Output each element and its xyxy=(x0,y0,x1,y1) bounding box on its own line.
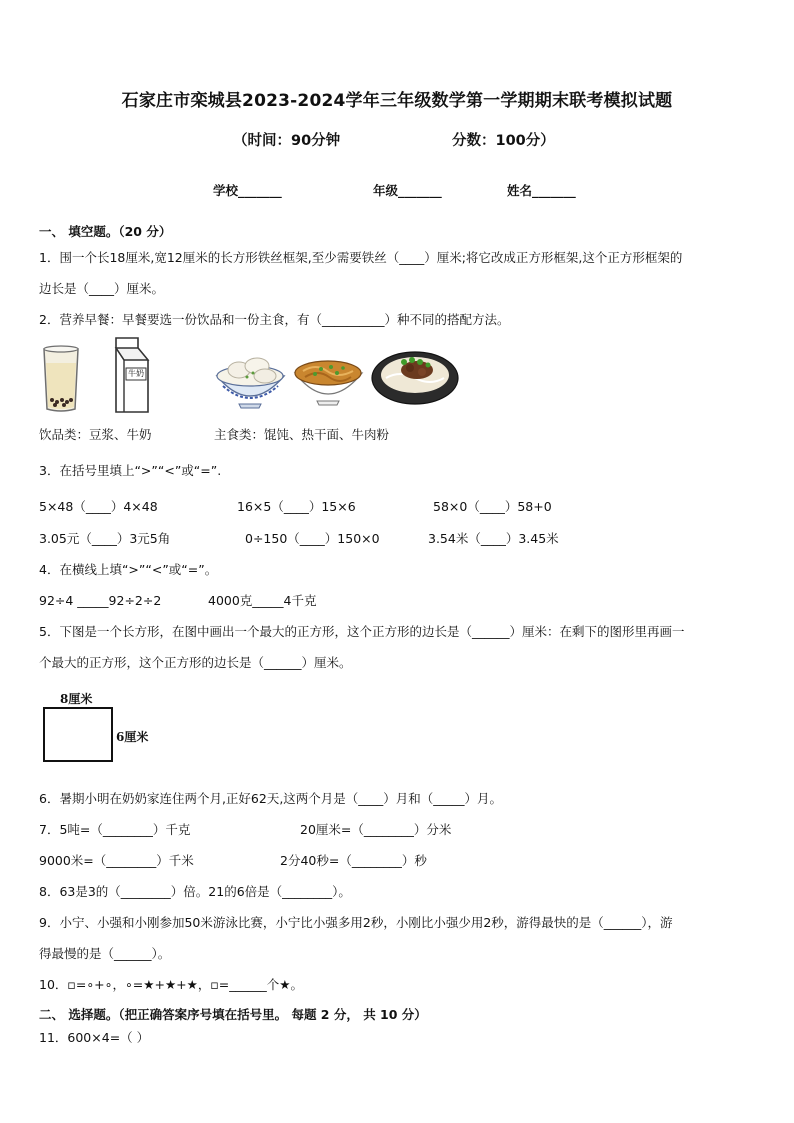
milk-carton-label: 牛奶 xyxy=(128,369,144,378)
exam-score: 分数：100分） xyxy=(452,133,555,149)
question-3-item-b: 16×5（____）15×6 xyxy=(237,499,356,514)
question-7-item-a: 7．5吨=（________）千克 xyxy=(39,822,191,837)
question-4-item-b: 4000克_____4千克 xyxy=(208,593,317,608)
page-title: 石家庄市栾城县2023-2024学年三年级数学第一学期期末联考模拟试题 xyxy=(121,91,673,111)
question-3-item-e: 0÷150（____）150×0 xyxy=(245,531,380,546)
milk-carton-image xyxy=(106,334,154,416)
school-field: 学校_______ xyxy=(213,183,282,198)
question-3-item-f: 3.54米（____）3.45米 xyxy=(428,531,559,546)
question-5-line1: 5．下图是一个长方形，在图中画出一个最大的正方形，这个正方形的边长是（______）厘米：在剩下的图形里再画一 xyxy=(39,624,685,639)
question-7-item-c: 9000米=（________）千米 xyxy=(39,853,194,868)
rectangle-width-label: 8厘米 xyxy=(60,692,93,706)
beef-noodle-bowl-image xyxy=(370,348,460,410)
question-7-item-d: 2分40秒=（________）秒 xyxy=(280,853,427,868)
question-3: 3．在括号里填上“>”“<”或“=”. xyxy=(39,463,222,478)
exam-time: （时间：90分钟 xyxy=(233,133,341,149)
section-1-heading: 一、 填空题。（20 分） xyxy=(39,224,172,239)
grade-field: 年级_______ xyxy=(373,183,442,198)
question-7-item-b: 20厘米=（________）分米 xyxy=(300,822,452,837)
drinks-list: 饮品类：豆浆、牛奶 xyxy=(39,427,152,442)
question-1-line2: 边长是（____）厘米。 xyxy=(39,281,165,296)
question-9-line2: 得最慢的是（______）。 xyxy=(39,946,171,961)
question-1-line1: 1．围一个长18厘米,宽12厘米的长方形铁丝框架,至少需要铁丝（____）厘米;将它改成正方形框架,这个正方形框架的 xyxy=(39,250,683,265)
question-4: 4．在横线上填“>”“<”或“=”。 xyxy=(39,562,218,577)
rectangle-figure xyxy=(43,707,113,762)
question-3-item-a: 5×48（____）4×48 xyxy=(39,499,158,514)
question-4-item-a: 92÷4 _____92÷2÷2 xyxy=(39,593,162,608)
question-10: 10．▫=∘+∘，∘=★+★+★，▫=______个★。 xyxy=(39,977,303,992)
question-8: 8．63是3的（________）倍。21的6倍是（________）。 xyxy=(39,884,351,899)
question-11: 11．600×4=（ ） xyxy=(39,1030,150,1045)
question-6: 6．暑期小明在奶奶家连住两个月,正好62天,这两个月是（____）月和（_____）月。 xyxy=(39,791,503,806)
rectangle-height-label: 6厘米 xyxy=(116,730,149,744)
foods-list: 主食类：馄饨、热干面、牛肉粉 xyxy=(214,427,390,442)
question-9-line1: 9．小宁、小强和小刚参加50米游泳比赛，小宁比小强多用2秒，小刚比小强少用2秒，游得最快的是（______），游 xyxy=(39,915,673,930)
question-2: 2．营养早餐：早餐要选一份饮品和一份主食，有（__________）种不同的搭配方法。 xyxy=(39,312,510,327)
section-2-heading: 二、 选择题。（把正确答案序号填在括号里。 每题 2 分， 共 10 分） xyxy=(39,1007,427,1022)
question-3-item-d: 3.05元（____）3元5角 xyxy=(39,531,171,546)
question-3-item-c: 58×0（____）58+0 xyxy=(433,499,552,514)
wonton-bowl-image xyxy=(213,346,288,410)
soy-milk-glass-image xyxy=(40,343,82,415)
hot-dry-noodles-bowl-image xyxy=(291,349,366,407)
question-5-line2: 个最大的正方形，这个正方形的边长是（______）厘米。 xyxy=(39,655,352,670)
name-field: 姓名_______ xyxy=(507,183,576,198)
